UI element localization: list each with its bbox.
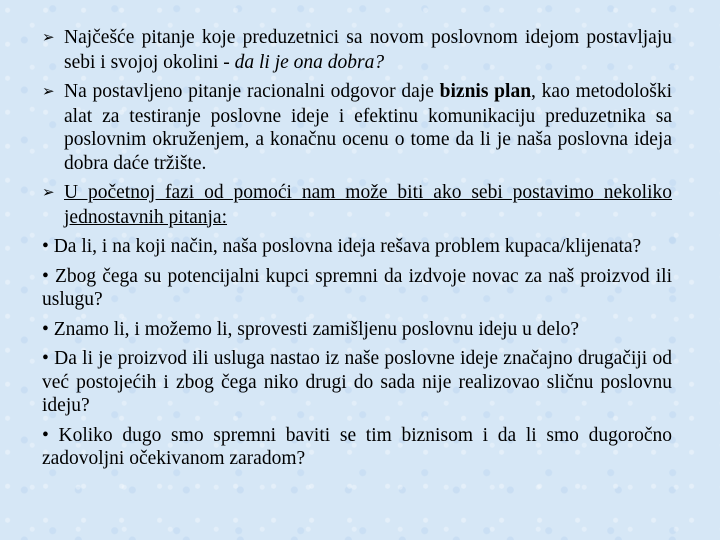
question-item: • Znamo li, i možemo li, sprovesti zamišljenu poslovnu ideju u delo? bbox=[42, 318, 580, 340]
arrow-bullet-icon: ➢ bbox=[42, 185, 55, 201]
question-item: • Koliko dugo smo spremni baviti se tim biznisom i da li smo dugoročno zadovoljni očekivanom zaradom? bbox=[42, 424, 672, 469]
business-plan-text-before: Na postavljeno pitanje racionalni odgovor daje bbox=[64, 81, 440, 102]
paragraph-business-plan bbox=[42, 80, 672, 175]
slide-content bbox=[42, 26, 672, 477]
initial-phase-text: U početnoj fazi od pomoći nam može biti ako sebi postavimo nekoliko jednostavnih pitanja: bbox=[64, 182, 672, 228]
question-item: • Zbog čega su potencijalni kupci spremni da izdvoje novac za naš proizvod ili uslugu? bbox=[42, 265, 672, 310]
arrow-bullet-icon: ➢ bbox=[42, 30, 55, 46]
question-item: • Da li, i na koji način, naša poslovna ideja rešava problem kupaca/klijenata? bbox=[42, 236, 642, 257]
business-plan-text-after: , kao metodološki alat za testiranje poslovne ideje i efektinu komunikaciju preduzetnika sa poslovnim okruženjem, a konačnu ocenu o tome da li je naša poslovna ideja dobra daće tržište. bbox=[64, 81, 672, 174]
paragraph-intro bbox=[42, 26, 672, 74]
question-item: • Da li je proizvod ili usluga nastao iz naše poslovne ideje značajno drugačiji od već postojećih i zbog čega niko drugi do sada nije realizovao sličnu poslovnu ideju? bbox=[42, 348, 672, 416]
intro-question: da li je ona dobra? bbox=[234, 51, 385, 73]
business-plan-bold: biznis plan bbox=[439, 81, 532, 102]
intro-text: Najčešće pitanje koje preduzetnici sa novom poslovnom idejom postavljaju sebi i svojoj okolini - bbox=[64, 27, 672, 73]
paragraph-initial-phase bbox=[42, 181, 672, 229]
arrow-bullet-icon: ➢ bbox=[42, 84, 55, 100]
